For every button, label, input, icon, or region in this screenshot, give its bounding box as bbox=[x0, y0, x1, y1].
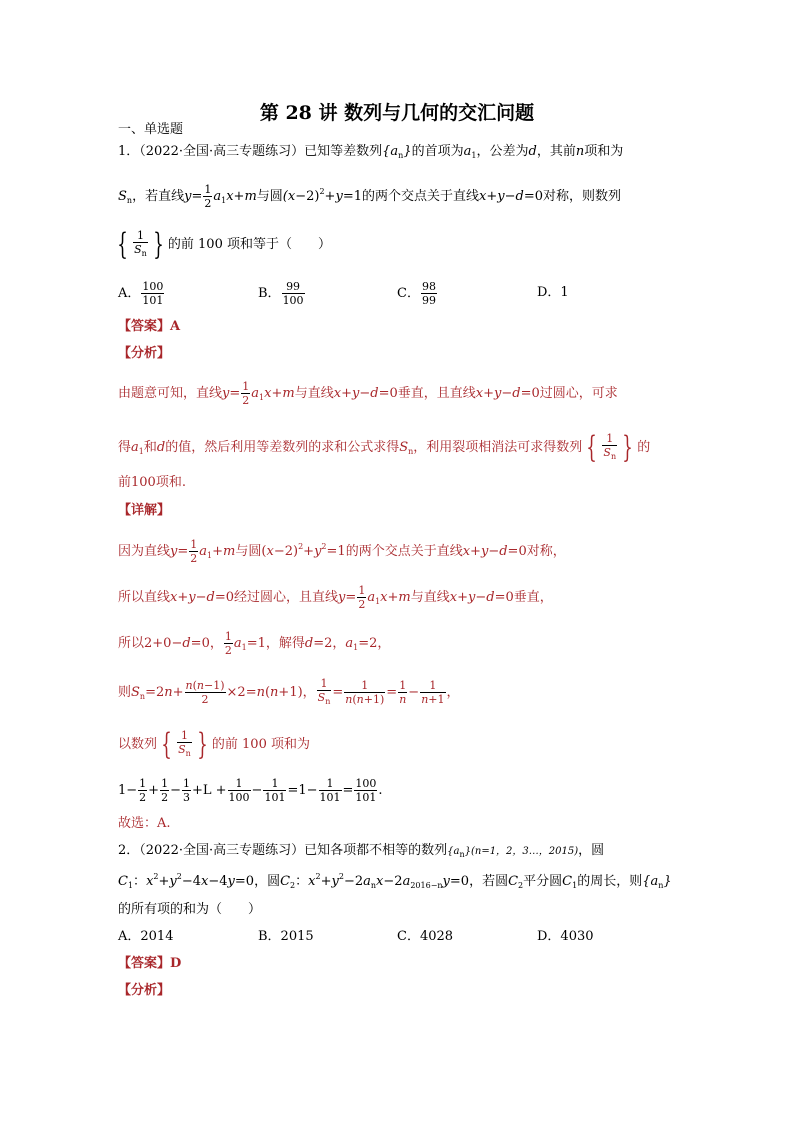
q2-option-a: A．2014 bbox=[118, 929, 174, 944]
q2-stem-line-1: 2．（2022·全国·高三专题练习）已知各项都不相等的数列$\{a_n\}(n=1$，2，3…，2015)，圆 bbox=[118, 843, 605, 859]
q2-option-b: B．2015 bbox=[258, 929, 314, 944]
q2-option-c: C．4028 bbox=[397, 929, 454, 944]
page-title: 第 28 讲 数列与几何的交汇问题 bbox=[259, 102, 535, 124]
q2-stem-line-2: $C_1$：$x^2+y^2-4x-4y=0$，圆$C_2$：$x^2+y^2-2a_nx-2a_{2016-n}y=0$，若圆$C_2$平分圆$C_1$的周长，则$\{a_n\}$ bbox=[118, 872, 672, 890]
q1-detail-line-3: 所以2+0−d=0， $\frac{1}{2}$ $a_1=1$，解得d=2，$a_1=2$， bbox=[118, 630, 391, 657]
q1-option-b: B． $\frac{99}{100}$ bbox=[258, 280, 304, 307]
q1-detail-line-1: 因为直线y= $\frac{1}{2}$ $a_1+m$与圆$(x-2)^2+y^2=1$的两个交点关于直线x+y−d=0对称， bbox=[118, 538, 566, 565]
q1-answer: 【答案】A bbox=[118, 319, 181, 334]
q2-answer: 【答案】D bbox=[118, 956, 182, 971]
q1-detail-line-2: 所以直线x+y−d=0经过圆心，且直线y= $\frac{1}{2}$ $a_1x+m$与直线x+y−d=0垂直， bbox=[118, 584, 553, 611]
q1-detail-line-4: 则$S_n=2n+$ $\frac{n(n-1)}{2}$ ×2=n(n+1)， $\frac{1}{S_n}$ = $\frac{1}{n(n+1)}$ = $\frac{1}{n}$ − $\frac{1}{n+1}$ ， bbox=[118, 677, 460, 706]
q1-analysis-line-1: 由题意可知，直线y= $\frac{1}{2}$ $a_1x+m$与直线x+y−d=0垂直，且直线x+y−d=0过圆心，可求 bbox=[118, 380, 618, 407]
section-heading: 一、单选题 bbox=[118, 122, 184, 137]
q1-detail-line-5: 以数列 { $\frac{1}{S_n}$ } 的前 100 项和为 bbox=[118, 726, 310, 762]
q1-final: 故选：A. bbox=[118, 816, 171, 831]
q1-analysis-line-2: 得$a_1$和d的值，然后利用等差数列的求和公式求得$S_n$，利用裂项相消法可求得数列 { $\frac{1}{S_n}$ } 的 bbox=[118, 429, 651, 465]
q2-stem-line-3: 的所有项的和为（ ） bbox=[118, 902, 262, 917]
q1-stem-line-2: $S_n$，若直线y= $\frac{1}{2}$ $a_1x+m$与圆$(x-2)^2+y=1$的两个交点关于直线x+y−d=0对称，则数列 bbox=[118, 183, 622, 210]
q1-option-c: C． $\frac{98}{99}$ bbox=[397, 280, 436, 307]
q1-detail-tag: 【详解】 bbox=[118, 503, 171, 518]
q1-analysis-tag: 【分析】 bbox=[118, 346, 171, 361]
q2-analysis-tag: 【分析】 bbox=[118, 983, 171, 998]
q1-analysis-line-3: 前100项和. bbox=[118, 475, 186, 490]
q1-option-d: D．1 bbox=[537, 285, 569, 300]
q1-stem-line-3: { $\frac{1}{S_n}$ } 的前 100 项和等于（ ） bbox=[117, 226, 331, 262]
q1-option-a: A． $\frac{100}{101}$ bbox=[118, 280, 164, 307]
q1-stem-line-1: 1．（2022·全国·高三专题练习）已知等差数列$\{a_n\}$的首项为$a_1$，公差为d，其前n项和为 bbox=[118, 144, 624, 160]
q1-detail-line-6: 1− $\frac{1}{2}$ + $\frac{1}{2}$ − $\frac{1}{3}$ +L + $\frac{1}{100}$ − $\frac{1}{101}$ =1− $\frac{1}{101}$ = $\frac{100}{101}$ . bbox=[118, 777, 383, 804]
q2-option-d: D．4030 bbox=[537, 929, 594, 944]
